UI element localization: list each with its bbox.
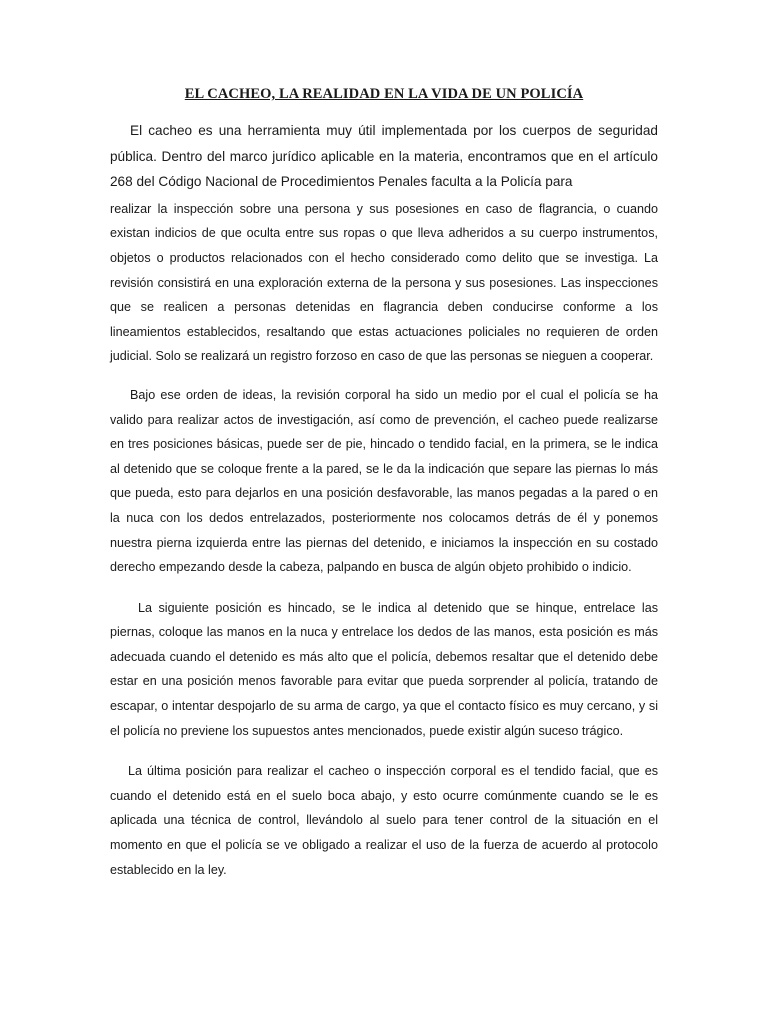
- document-page: [110, 80, 658, 896]
- paragraph-4: La última posición para realizar el cacheo o inspección corporal es el tendido facial, que es cuando el detenido está en el suelo boca abajo, y esto ocurre comúnmente cuando se le es aplicada una técnica de control, llevándolo al suelo para tener control de la situación en el momento en que el policía se ve obligado a realizar el uso de la fuerza de acuerdo al protocolo establecido en la ley.: [110, 764, 658, 877]
- paragraph-1-lead: El cacheo es una herramienta muy útil implementada por los cuerpos de seguridad pública. Dentro del marco jurídico aplicable en la materia, encontramos que en el artículo 268 del Código Nacional de Procedimientos Penales faculta a la Policía para: [110, 123, 658, 190]
- paragraph-1: realizar la inspección sobre una persona y sus posesiones en caso de flagrancia, o cuando existan indicios de que oculta entre sus ropas o que lleva adheridos a su cuerpo instrumentos, objetos o productos relacionados con el hecho considerado como delito que se investiga. La revisión consistirá en una exploración externa de la persona y sus posesiones. Las inspecciones que se realicen a personas detenidas en flagrancia deben conducirse conforme a los lineamientos establecidos, resaltando que estas actuaciones policiales no requieren de orden judicial. Solo se realizará un registro forzoso en caso de que las personas se nieguen a cooperar.: [110, 201, 658, 364]
- paragraph-3: La siguiente posición es hincado, se le indica al detenido que se hinque, entrelace las piernas, coloque las manos en la nuca y entrelace los dedos de las manos, esta posición es más adecuada cuando el detenido es más alto que el policía, debemos resaltar que el detenido debe estar en una posición menos favorable para evitar que pueda sorprender al policía, tratando de escapar, o intentar despojarlo de su arma de cargo, ya que el contacto físico es muy cercano, y si el policía no previene los supuestos antes mencionados, puede existir algún suceso trágico.: [110, 600, 658, 738]
- paragraph-2: Bajo ese orden de ideas, la revisión corporal ha sido un medio por el cual el policía se ha valido para realizar actos de investigación, así como de prevención, el cacheo puede realizarse en tres posiciones básicas, puede ser de pie, hincado o tendido facial, en la primera, se le indica al detenido que se coloque frente a la pared, se le da la indicación que separe las piernas lo más que pueda, esto para dejarlos en una posición desfavorable, las manos pegadas a la pared o en la nuca con los dedos entrelazados, posteriormente nos colocamos detrás de él y ponemos nuestra pierna izquierda entre las piernas del detenido, e iniciamos la inspección en su costado derecho empezando desde la cabeza, palpando en busca de algún objeto prohibido o indicio.: [110, 387, 658, 575]
- document-title: EL CACHEO, LA REALIDAD EN LA VIDA DE UN POLICÍA: [184, 86, 584, 102]
